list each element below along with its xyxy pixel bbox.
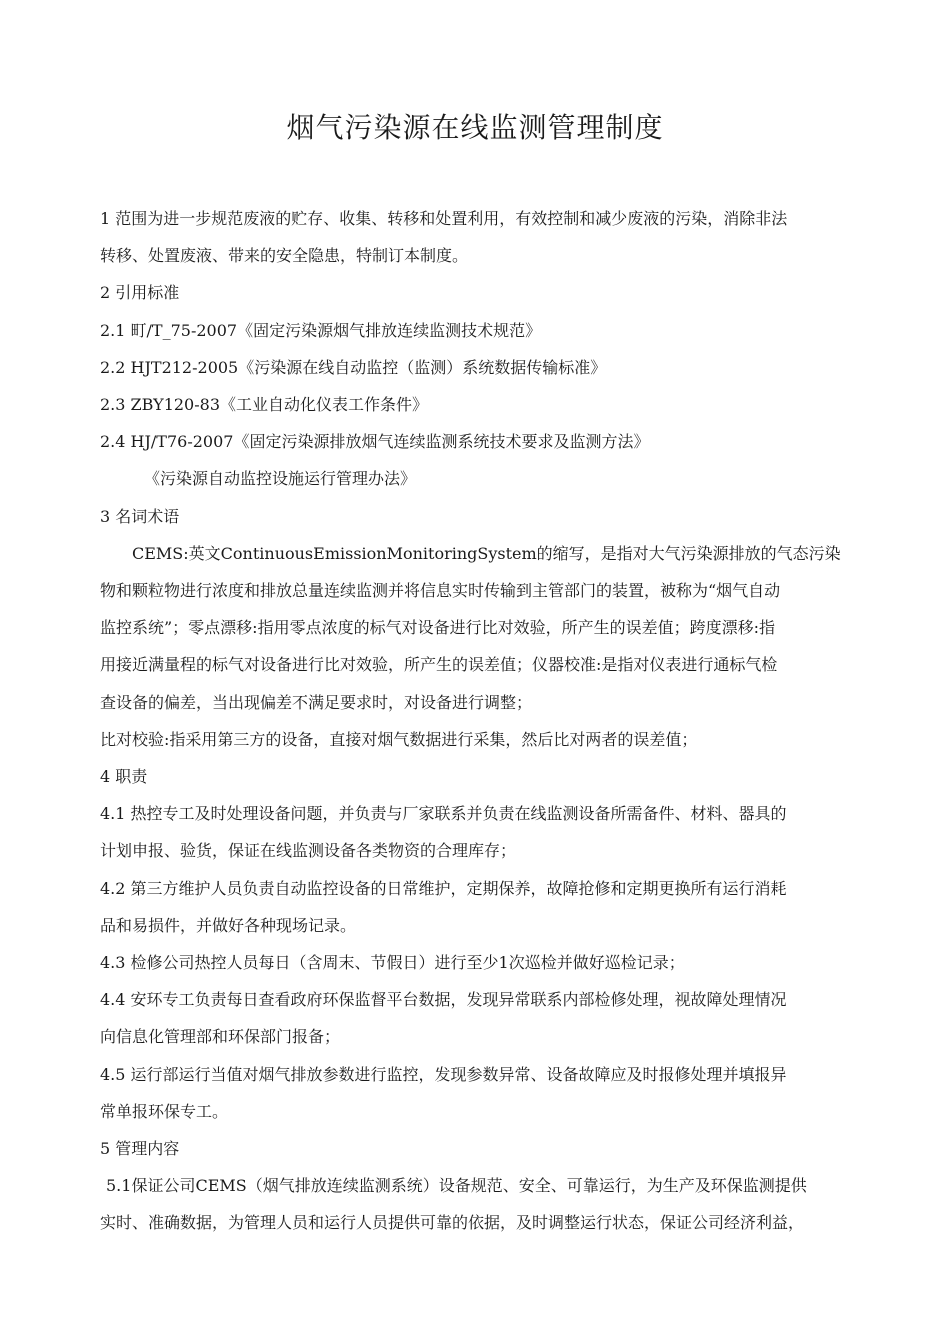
reference-item: 2.1 町/T_75-2007《固定污染源烟气排放连续监测技术规范》	[100, 320, 542, 340]
paragraph-line: 4.3 检修公司热控人员每日（含周末、节假日）进行至少1次巡检并做好巡检记录；	[100, 953, 685, 973]
paragraph-line: 转移、处置废液、带来的安全隐患，特制订本制度。	[100, 246, 469, 266]
reference-item: 2.4 HJ/T76-2007《固定污染源排放烟气连续监测系统技术要求及监测方法》	[100, 432, 650, 452]
paragraph-line: 计划申报、验货，保证在线监测设备各类物资的合理库存；	[100, 841, 517, 861]
document-body	[100, 200, 890, 1242]
paragraph-line: 5.1保证公司CEMS（烟气排放连续监测系统）设备规范、安全、可靠运行，为生产及环保监测提供	[106, 1176, 807, 1196]
reference-item: 2.3 ZBY120-83《工业自动化仪表工作条件》	[100, 395, 428, 415]
section-heading: 3 名词术语	[100, 506, 180, 526]
paragraph-line: 品和易损件，并做好各种现场记录。	[100, 915, 357, 935]
paragraph-line: 向信息化管理部和环保部门报备；	[100, 1027, 341, 1047]
reference-item: 2.2 HJT212-2005《污染源在线自动监控（监测）系统数据传输标准》	[100, 357, 607, 377]
paragraph-line: 实时、准确数据，为管理人员和运行人员提供可靠的依据，及时调整运行状态，保证公司经济利益，	[100, 1213, 805, 1233]
document-title: 烟气污染源在线监测管理制度	[286, 111, 664, 144]
paragraph-line: 4.1 热控专工及时处理设备问题，并负责与厂家联系并负责在线监测设备所需备件、材料、器具的	[100, 804, 787, 824]
reference-item: 《污染源自动监控设施运行管理办法》	[144, 469, 417, 489]
section-heading: 4 职责	[100, 767, 148, 787]
paragraph-line: 监控系统”；零点漂移:指用零点浓度的标气对设备进行比对效验，所产生的误差值；跨度漂移:指	[100, 618, 775, 638]
paragraph-line: 用接近满量程的标气对设备进行比对效验，所产生的误差值；仪器校准:是指对仪表进行通标气检	[100, 655, 778, 675]
paragraph-line: 4.4 安环专工负责每日查看政府环保监督平台数据，发现异常联系内部检修处理，视故障处理情况	[100, 990, 787, 1010]
paragraph-line: 4.5 运行部运行当值对烟气排放参数进行监控，发现参数异常、设备故障应及时报修处理并填报异	[100, 1064, 787, 1084]
section-heading: 2 引用标准	[100, 283, 180, 303]
paragraph-line: 常单报环保专工。	[100, 1101, 229, 1121]
paragraph-line: 查设备的偏差，当出现偏差不满足要求时，对设备进行调整；	[100, 692, 533, 712]
paragraph-line: 比对校验:指采用第三方的设备，直接对烟气数据进行采集，然后比对两者的误差值；	[100, 729, 698, 749]
paragraph-line: 4.2 第三方维护人员负责自动监控设备的日常维护，定期保养，故障抢修和定期更换所有运行消耗	[100, 878, 787, 898]
paragraph-line: 物和颗粒物进行浓度和排放总量连续监测并将信息实时传输到主管部门的装置，被称为“烟气自动	[100, 581, 781, 601]
paragraph-line: CEMS:英文ContinuousEmissionMonitoringSystem的缩写，是指对大气污染源排放的气态污染	[132, 543, 841, 563]
section-heading: 5 管理内容	[100, 1139, 180, 1159]
paragraph-line: 1 范围为进一步规范废液的贮存、收集、转移和处置利用，有效控制和减少废液的污染，消除非法	[100, 209, 788, 228]
